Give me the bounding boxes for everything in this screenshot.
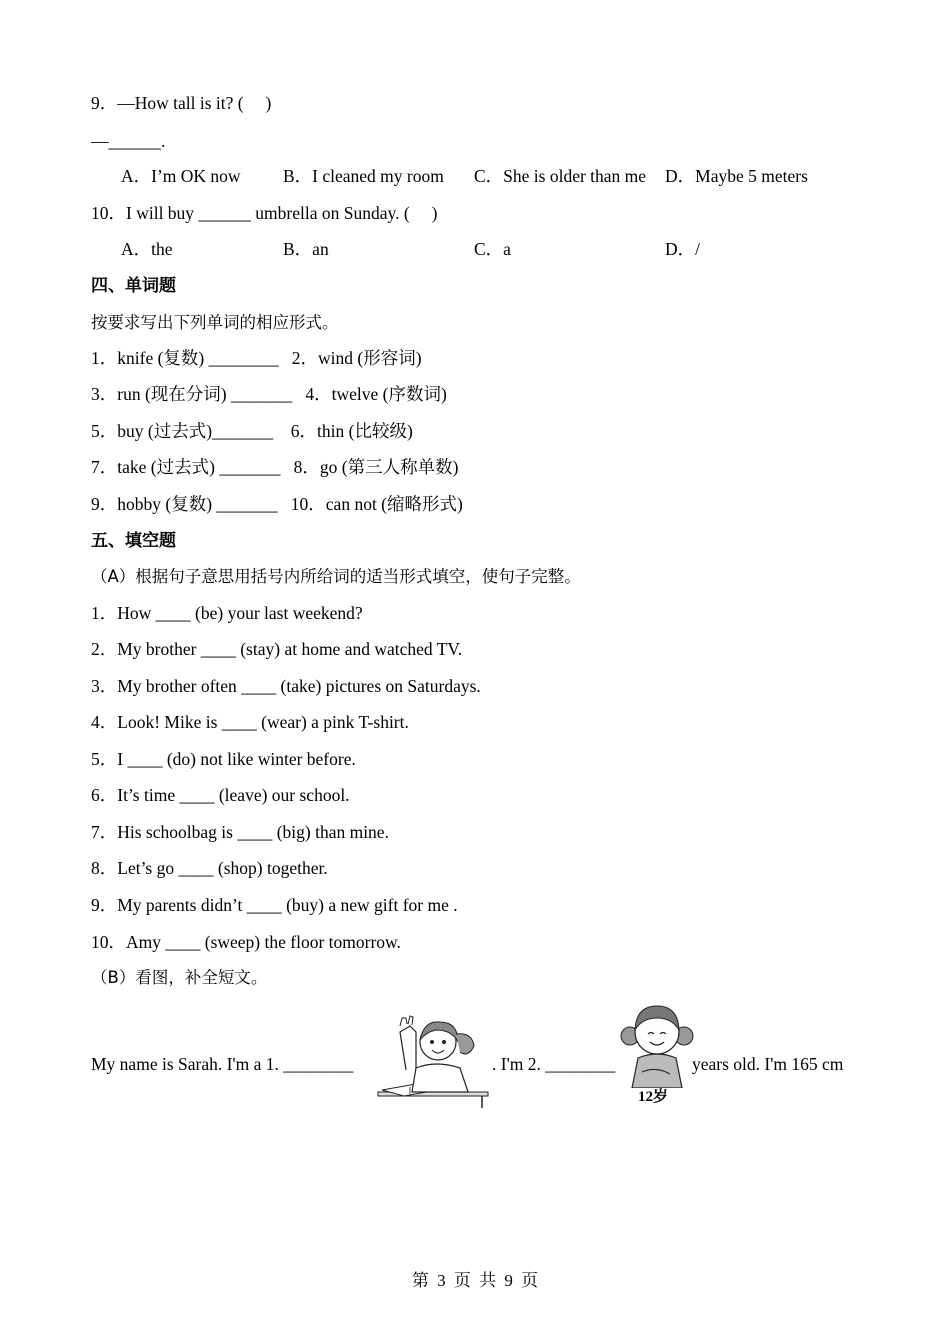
age-label: 12岁 bbox=[638, 1089, 669, 1105]
q9-option-d: D．Maybe 5 meters bbox=[665, 166, 808, 186]
q10-option-b: B．an bbox=[283, 239, 329, 259]
fill-item: 4．Look! Mike is ____ (wear) a pink T-shirt. bbox=[91, 712, 409, 732]
section4-row: 5．buy (过去式)_______ 6．thin (比较级) bbox=[91, 421, 413, 441]
passage-segment-3: years old. I'm 165 cm bbox=[692, 1054, 844, 1074]
q9-stem: 9．—How tall is it? ( ) bbox=[91, 93, 272, 113]
section5-title: 五、填空题 bbox=[91, 531, 176, 551]
q9-option-a: A．I’m OK now bbox=[121, 166, 241, 186]
q9-answer-line: —______. bbox=[91, 131, 166, 151]
fill-item: 7．His schoolbag is ____ (big) than mine. bbox=[91, 822, 389, 842]
passage-segment-2: . I'm 2. ________ bbox=[492, 1054, 616, 1074]
student-illustration bbox=[376, 1012, 492, 1108]
q9-option-b: B．I cleaned my room bbox=[283, 166, 444, 186]
fill-item: 10．Amy ____ (sweep) the floor tomorrow. bbox=[91, 932, 401, 952]
fill-item: 9．My parents didn’t ____ (buy) a new gift for me . bbox=[91, 895, 458, 915]
section4-row: 1．knife (复数) ________ 2．wind (形容词) bbox=[91, 348, 422, 368]
q10-option-d: D．/ bbox=[665, 239, 700, 259]
q10-option-a: A．the bbox=[121, 239, 173, 259]
fill-item: 6．It’s time ____ (leave) our school. bbox=[91, 785, 350, 805]
fill-item: 8．Let’s go ____ (shop) together. bbox=[91, 858, 328, 878]
q9-option-c: C．She is older than me bbox=[474, 166, 647, 186]
section4-instruction: 按要求写出下列单词的相应形式。 bbox=[91, 313, 339, 332]
fill-item: 3．My brother often ____ (take) pictures on Saturdays. bbox=[91, 676, 481, 696]
section4-title: 四、单词题 bbox=[91, 276, 176, 296]
section4-row: 7．take (过去式) _______ 8．go (第三人称单数) bbox=[91, 457, 459, 477]
fill-item: 1．How ____ (be) your last weekend? bbox=[91, 603, 363, 623]
section4-row: 9．hobby (复数) _______ 10．can not (缩略形式) bbox=[91, 494, 463, 514]
q10-option-c: C．a bbox=[474, 239, 511, 259]
q10-stem: 10．I will buy ______ umbrella on Sunday. ( ) bbox=[91, 203, 438, 223]
section4-row: 3．run (现在分词) _______ 4．twelve (序数词) bbox=[91, 384, 447, 404]
page-footer: 第 3 页 共 9 页 bbox=[411, 1271, 539, 1290]
fill-item: 5．I ____ (do) not like winter before. bbox=[91, 749, 356, 769]
fill-item: 2．My brother ____ (stay) at home and watched TV. bbox=[91, 639, 463, 659]
girl-age-illustration bbox=[620, 996, 694, 1110]
section5-part-b-instruction: （B）看图，补全短文。 bbox=[91, 968, 268, 987]
passage-segment-1: My name is Sarah. I'm a 1. ________ bbox=[91, 1054, 354, 1074]
section5-part-a-instruction: （A）根据句子意思用括号内所给词的适当形式填空，使句子完整。 bbox=[91, 567, 581, 586]
